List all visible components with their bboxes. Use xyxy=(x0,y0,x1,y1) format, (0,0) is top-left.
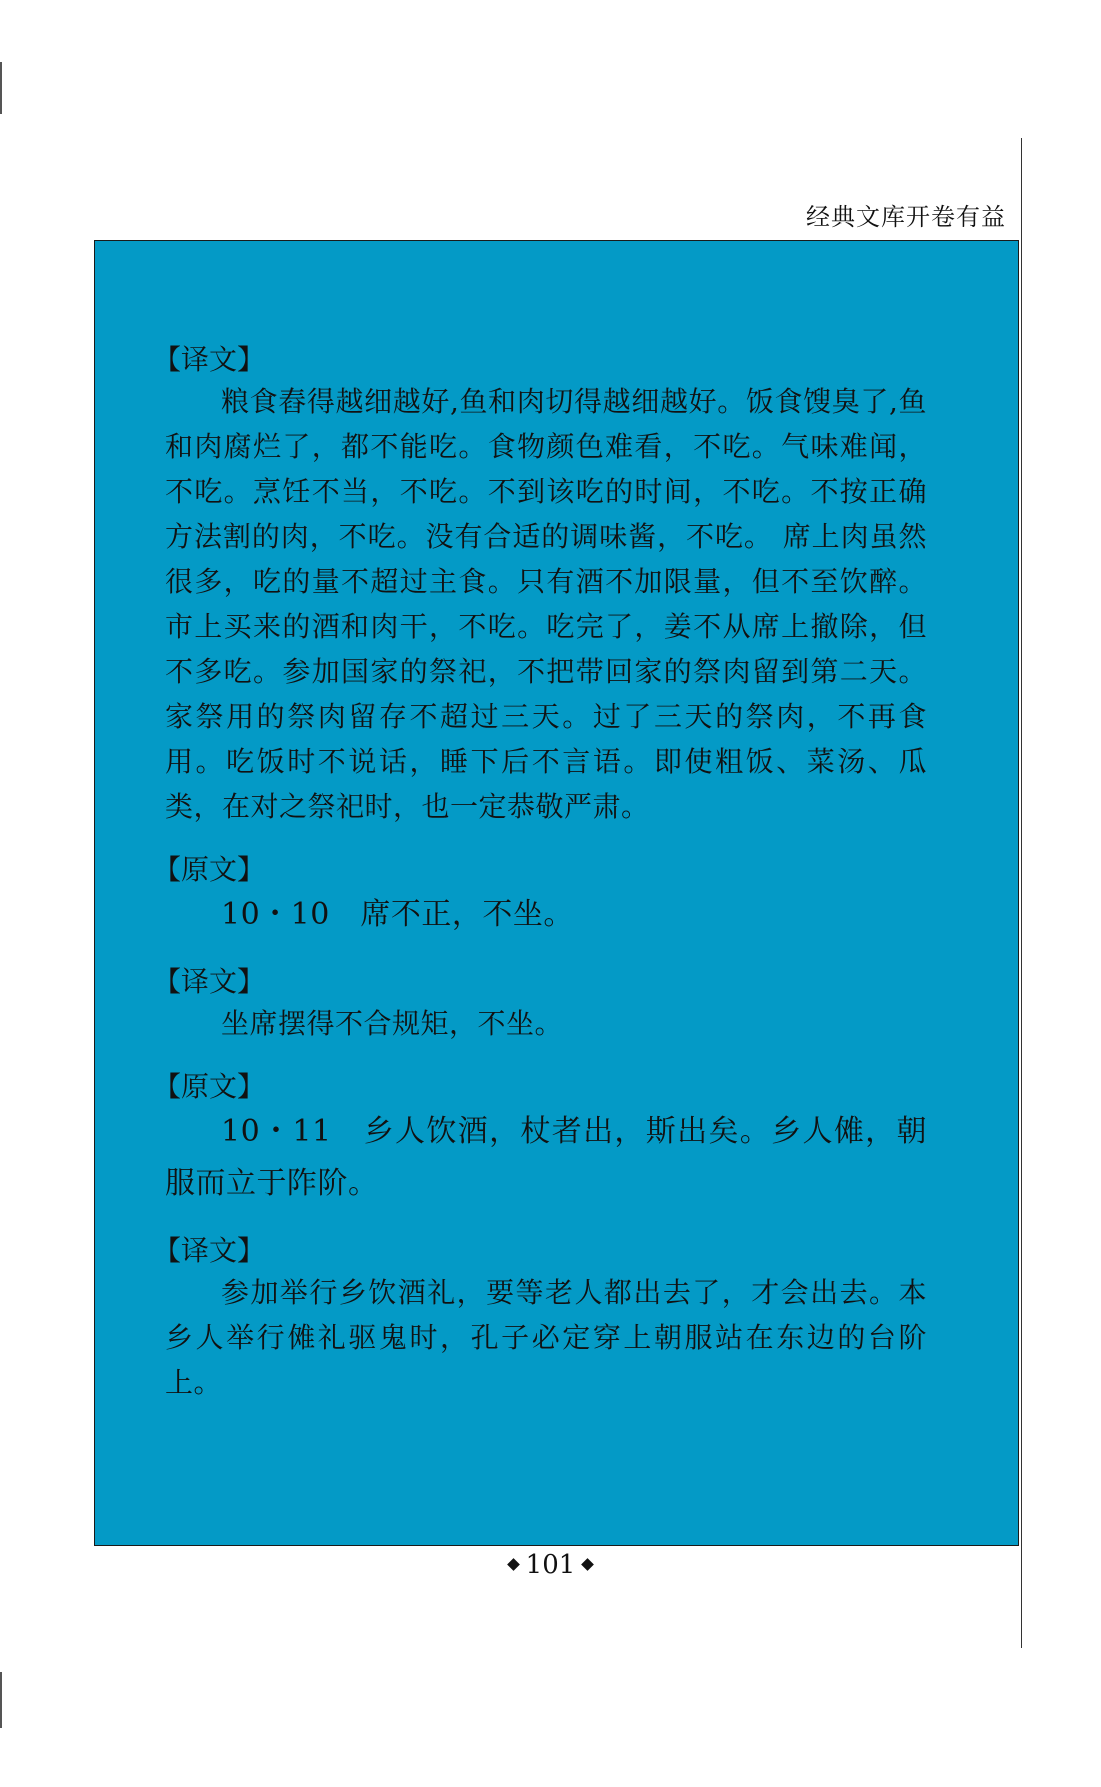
original-section-1 xyxy=(153,851,927,941)
translation-section-3 xyxy=(153,1232,927,1405)
running-header: 经典文库开卷有益 xyxy=(806,203,1006,231)
margin-rule xyxy=(1021,138,1022,1648)
content-box xyxy=(94,240,1019,1546)
original-section-2 xyxy=(153,1068,927,1210)
translation-section-1 xyxy=(153,341,927,829)
section-label: 【译文】 xyxy=(153,965,266,998)
section-label: 【原文】 xyxy=(153,1070,266,1103)
diamond-left-icon xyxy=(507,1558,520,1571)
section-label: 【原文】 xyxy=(153,853,266,886)
page-footer xyxy=(0,1550,1101,1580)
translation-paragraph: 参加举行乡饮酒礼，要等老人都出去了，才会出去。本乡人举行傩礼驱鬼时，孔子必定穿上朝服站在东边的台阶上。 xyxy=(165,1276,927,1399)
translation-section-2 xyxy=(153,963,927,1046)
page-number: 101 xyxy=(525,1550,576,1580)
translation-paragraph: 坐席摆得不合规矩，不坐。 xyxy=(221,1007,564,1040)
text-area xyxy=(153,341,927,1427)
original-paragraph: 10・10 席不正，不坐。 xyxy=(221,897,574,932)
diamond-right-icon xyxy=(581,1558,594,1571)
crop-mark-top xyxy=(0,62,2,114)
original-paragraph: 10・11 乡人饮酒，杖者出，斯出矣。乡人傩，朝服而立于阼阶。 xyxy=(165,1114,927,1201)
translation-paragraph: 粮食舂得越细越好,鱼和肉切得越细越好。饭食馊臭了,鱼和肉腐烂了，都不能吃。食物颜色难看，不吃。气味难闻，不吃。烹饪不当，不吃。不到该吃的时间，不吃。不按正确方法割的肉，不吃。没有合适的调味酱，不吃。 席上肉虽然很多，吃的量不超过主食。只有酒不加限量，但不至饮醉。市上买来的酒和肉干，不吃。吃完了，姜不从席上撤除，但不多吃。参加国家的祭祀，不把带回家的祭肉留到第二天。家祭用的祭肉留存不超过三天。过了三天的祭肉，不再食用。吃饭时不说话，睡下后不言语。即使粗饭、菜汤、瓜类，在对之祭祀时，也一定恭敬严肃。 xyxy=(165,385,927,823)
section-label: 【译文】 xyxy=(153,343,266,376)
crop-mark-bottom xyxy=(0,1672,2,1728)
section-label: 【译文】 xyxy=(153,1234,266,1267)
